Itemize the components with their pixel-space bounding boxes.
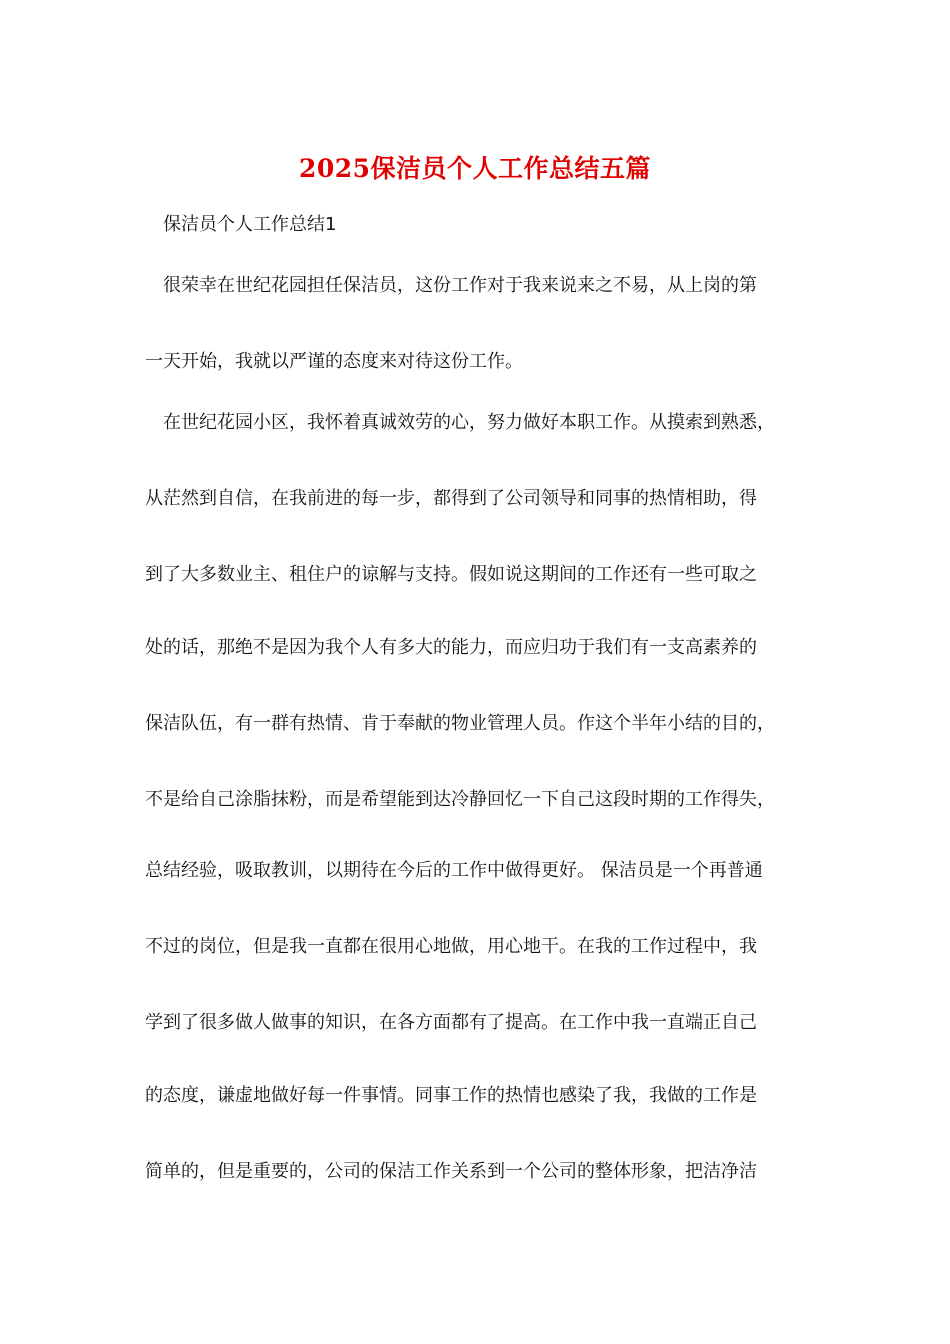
document-title: 2025保洁员个人工作总结五篇	[298, 154, 652, 183]
section-heading: 保洁员个人工作总结1	[163, 214, 337, 235]
paragraph-line: 不过的岗位，但是我一直都在很用心地做，用心地干。在我的工作过程中，我	[145, 936, 757, 957]
paragraph-line: 简单的，但是重要的，公司的保洁工作关系到一个公司的整体形象，把洁净洁	[145, 1161, 757, 1182]
paragraph-line: 保洁队伍，有一群有热情、肯于奉献的物业管理人员。作这个半年小结的目的，	[145, 713, 775, 734]
paragraph-line: 从茫然到自信，在我前进的每一步，都得到了公司领导和同事的热情相助，得	[145, 488, 757, 509]
paragraph-line: 不是给自己涂脂抹粉，而是希望能到达冷静回忆一下自己这段时期的工作得失，	[145, 789, 775, 810]
paragraph-line: 学到了很多做人做事的知识，在各方面都有了提高。在工作中我一直端正自己	[145, 1012, 757, 1033]
paragraph-line: 处的话，那绝不是因为我个人有多大的能力，而应归功于我们有一支高素养的	[145, 637, 757, 658]
paragraph-line: 很荣幸在世纪花园担任保洁员，这份工作对于我来说来之不易，从上岗的第	[145, 275, 757, 296]
paragraph-line: 一天开始，我就以严谨的态度来对待这份工作。	[145, 351, 523, 372]
paragraph-line: 总结经验，吸取教训，以期待在今后的工作中做得更好。 保洁员是一个再普通	[145, 860, 763, 881]
paragraph-line: 的态度，谦虚地做好每一件事情。同事工作的热情也感染了我，我做的工作是	[145, 1085, 757, 1106]
paragraph-line: 在世纪花园小区，我怀着真诚效劳的心，努力做好本职工作。从摸索到熟悉，	[145, 412, 775, 433]
paragraph-line: 到了大多数业主、租住户的谅解与支持。假如说这期间的工作还有一些可取之	[145, 564, 757, 585]
